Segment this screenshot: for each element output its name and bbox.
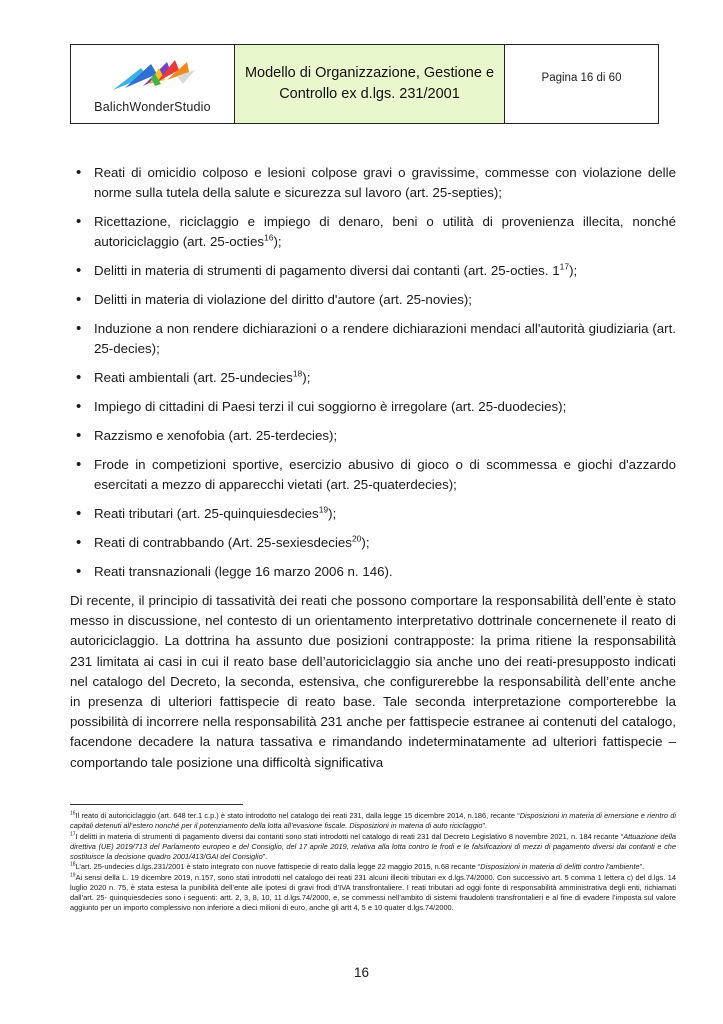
footnotes (70, 811, 676, 913)
footnote: $^{19}$Ai sensi della L. 19 dicembre 2019, n.157, sono stati introdotti nel catalogo dei reati 231 alcuni illeciti tributari ex d.lgs.74/2000. Con successivo art. 5 comma 1 lettera c) del d.lgs. 14 luglio 2020 n. 75, è stata estesa la punibilità dell’ente alle ipotesi di gravi frodi d’IVA transfrontaliere. I reati tributari ad oggi fonte di responsabilità amministrativa degli enti, richiamati dall’art. 25- quinquiesdecies sono i seguenti: artt. 2, 3, 8, 10, 11 d.lgs.74/2000, e, se commessi nell’ambito di sistemi fraudolenti transfrontalieri e al fine di evadere l’imposta sul valore aggiunto per un importo complessivo non inferiore a dieci milioni di euro, anche gli artt 4, 5 e 10 quater d.lgs.74/2000. (70, 872, 676, 912)
logo-text: BalichWonderStudio (94, 100, 211, 114)
brand-logo-icon (107, 54, 199, 98)
footnote: $^{18}$L’art. 25-undecies d.lgs.231/2001 è stato integrato con nuove fattispecie di reato dalla legge 22 maggio 2015, n.68 recante “Disposizioni in materia di delitti contro l’ambiente”. (70, 861, 645, 871)
document-title: Modello di Organizzazione, Gestione e Controllo ex d.lgs. 231/2001 (235, 45, 505, 123)
list-item: • Reati di contrabbando (Art. 25-sexiesdecies$^{20}$); (70, 533, 676, 553)
document-header (70, 44, 659, 124)
list-item: • Impiego di cittadini di Paesi terzi il cui soggiorno è irregolare (art. 25-duodecies); (70, 397, 676, 417)
list-item: • Razzismo e xenofobia (art. 25-terdecies); (70, 426, 676, 446)
list-item: • Reati tributari (art. 25-quinquiesdecies$^{19}$); (70, 504, 676, 524)
footnote-ref[interactable]: 20 (351, 533, 362, 544)
list-item: • Reati ambientali (art. 25-undecies$^{18}$); (70, 368, 676, 388)
footnote-ref[interactable]: 19 (318, 504, 329, 515)
page-number: 16 (353, 965, 370, 980)
footnote: $^{17}$I delitti in materia di strumenti di pagamento diversi dai contanti sono stati introdotti nel catalogo di reati 231 dal Decreto Legislativo 8 novembre 2021, n. 184 recante “Attuazione della direttiva (UE) 2019/713 del Parlamento europeo e del Consiglio, del 17 aprile 2019, relativa alla lotta contro le frodi e le falsificazioni di mezzi di pagamento diversi dai contanti e che sostituisce la decisione quadro 2001/413/GAI del Consiglio”. (70, 831, 676, 861)
footnote-separator (70, 804, 243, 805)
list-item: • Induzione a non rendere dichiarazioni o a rendere dichiarazioni mendaci all'autorità giudiziaria (art. 25-decies); (70, 319, 676, 359)
footnote-ref[interactable]: 16 (263, 232, 274, 243)
list-item: • Delitti in materia di strumenti di pagamento diversi dai contanti (art. 25-octies. $1^{17}$); (70, 261, 676, 281)
list-item: • Ricettazione, riciclaggio e impiego di denaro, beni o utilità di provenienza illecita, nonché autoriciclaggio (art. 25-octies$^{16}$); (70, 212, 676, 252)
list-item: • Delitti in materia di violazione del diritto d'autore (art. 25-novies); (70, 290, 676, 310)
footnote: $^{16}$Il reato di autoriciclaggio (art. 648 ter.1 c.p.) è stato introdotto nel catalogo dei reati 231, dalla legge 15 dicembre 2014, n.186, recante “Disposizioni in materia di emersione e rientro di capitali detenuti all’estero nonché per il potenziamento della lotta all’evasione fiscale. Disposizioni in materia di auto riciclaggio”. (70, 810, 676, 830)
main-content (70, 163, 676, 773)
logo-cell (71, 45, 235, 123)
list-item: • Reati di omicidio colposo e lesioni colpose gravi o gravissime, commesse con violazione delle norme sulla tutela della salute e sicurezza sul lavoro (art. 25-septies); (70, 163, 676, 203)
page-indicator: Pagina 16 di 60 (541, 72, 622, 84)
footnote-ref[interactable]: 17 (559, 261, 570, 272)
list-item: • Reati transnazionali (legge 16 marzo 2006 n. 146). (70, 562, 676, 582)
body-paragraph: Di recente, il principio di tassatività dei reati che possono comportare la responsabilità dell’ente è stato messo in discussione, nel contesto di un orientamento interpretativo dottrinale concernenete il reato di autoriciclaggio. La dottrina ha assunto due posizioni contrapposte: la prima ritiene la responsabilità 231 limitata ai casi in cui il reato base dell’autoriciclaggio sia anche uno dei reati-presupposto indicati nel catalogo del Decreto, la seconda, estensiva, che configurerebbe la responsabilità dell’ente anche in presenza di ulteriori fattispecie di reato base. Tale seconda interpretazione comporterebbe la possibilità di incorrere nella responsabilità 231 anche per fattispecie estranee ai contenuti del catalogo, facendone decadere la natura tassativa e rimandando indeterminatamente ad ulteriori fattispecie – comportando tale posizione una difficoltà significativa (70, 593, 676, 770)
footnote-ref[interactable]: 18 (292, 368, 303, 379)
list-item: • Frode in competizioni sportive, esercizio abusivo di gioco o di scommessa e giochi d'azzardo esercitati a mezzo di apparecchi vietati (art. 25-quaterdecies); (70, 455, 676, 495)
offence-list (70, 163, 676, 582)
